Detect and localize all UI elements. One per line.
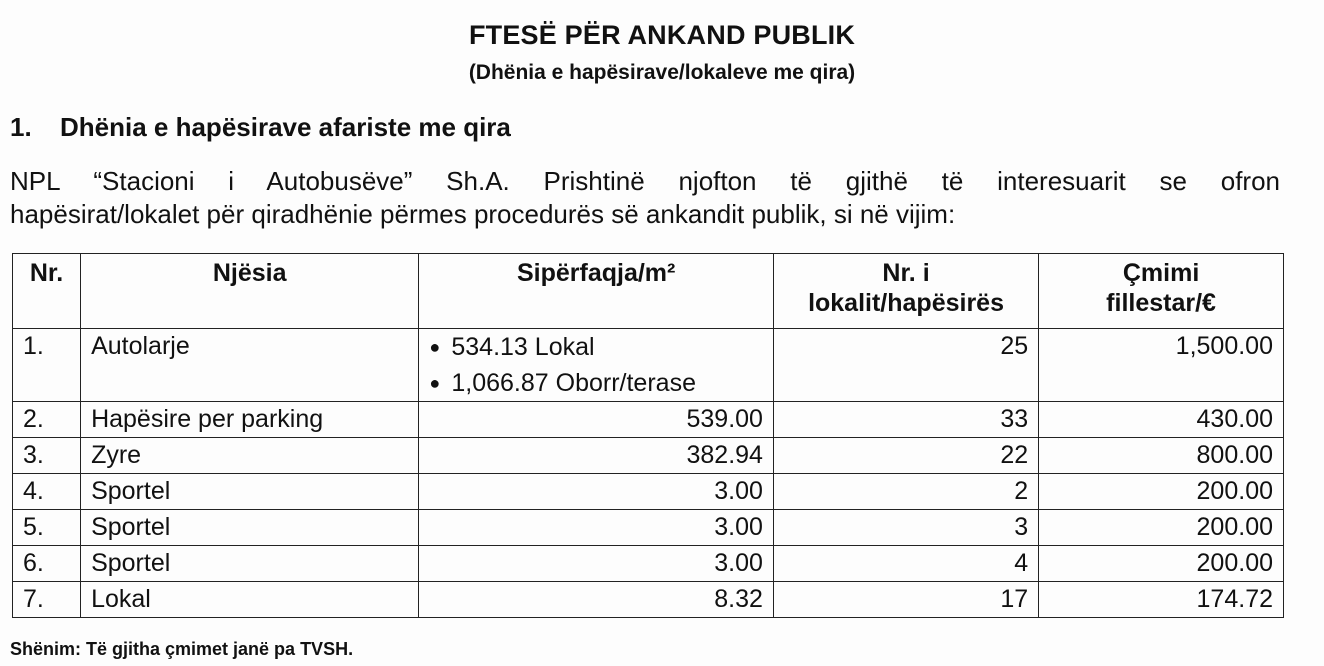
area-list-item-text: 534.13 Lokal (451, 333, 595, 361)
cell-local-number: 25 (773, 329, 1038, 402)
header-price-line-1: Çmimi (1122, 259, 1200, 287)
cell-nr: 6. (13, 546, 81, 582)
cell-area: 8.32 (419, 582, 774, 618)
cell-nr: 1. (13, 329, 81, 402)
header-unit: Njësia (81, 254, 419, 329)
table-row (13, 438, 1284, 474)
cell-price: 430.00 (1039, 402, 1284, 438)
cell-local-number: 33 (773, 402, 1038, 438)
header-nr: Nr. (13, 254, 81, 329)
header-local-line-2: lokalit/hapësirës (808, 289, 1004, 317)
cell-local-number: 22 (773, 438, 1038, 474)
section-heading (10, 112, 511, 143)
table-row (13, 546, 1284, 582)
document-title: FTESË PËR ANKAND PUBLIK (468, 20, 856, 50)
intro-line-1: NPL “Stacioni i Autobusëve” Sh.A. Prishtinë njofton të gjithë të interesuarit se ofron (10, 166, 1280, 196)
cell-unit: Autolarje (81, 329, 419, 402)
intro-paragraph (10, 165, 1280, 231)
cell-price: 800.00 (1039, 438, 1284, 474)
cell-nr: 5. (13, 510, 81, 546)
cell-price: 200.00 (1039, 510, 1284, 546)
cell-nr: 7. (13, 582, 81, 618)
intro-line-2: hapësirat/lokalet për qiradhënie përmes procedurës së ankandit publik, si në vijim: (10, 199, 956, 229)
cell-local-number: 4 (773, 546, 1038, 582)
table-row (13, 510, 1284, 546)
premises-table (12, 253, 1284, 618)
cell-local-number: 2 (773, 474, 1038, 510)
section-number: 1. (10, 112, 32, 142)
table-row (13, 402, 1284, 438)
area-list (429, 329, 763, 401)
cell-price: 1,500.00 (1039, 329, 1284, 402)
cell-area: 539.00 (419, 402, 774, 438)
area-list-item (429, 365, 763, 401)
table-header-row (13, 254, 1284, 329)
section-heading-text: Dhënia e hapësirave afariste me qira (60, 112, 511, 142)
cell-unit: Lokal (81, 582, 419, 618)
cell-unit: Zyre (81, 438, 419, 474)
document-subtitle: (Dhënia e hapësirave/lokaleve me qira) (468, 61, 856, 84)
area-list-item-text: 1,066.87 Oborr/terase (451, 369, 696, 397)
table-row (13, 474, 1284, 510)
cell-unit: Sportel (81, 474, 419, 510)
cell-price: 174.72 (1039, 582, 1284, 618)
cell-nr: 2. (13, 402, 81, 438)
cell-area: 3.00 (419, 474, 774, 510)
table-row (13, 582, 1284, 618)
footnote: Shënim: Të gjitha çmimet janë pa TVSH. (10, 639, 354, 659)
cell-unit: Sportel (81, 546, 419, 582)
header-local-line-1: Nr. i (882, 259, 930, 287)
cell-nr: 3. (13, 438, 81, 474)
cell-local-number: 3 (773, 510, 1038, 546)
header-price-line-2: fillestar/€ (1106, 289, 1216, 317)
cell-unit: Hapësire per parking (81, 402, 419, 438)
cell-nr: 4. (13, 474, 81, 510)
cell-area: 382.94 (419, 438, 774, 474)
table-row (13, 329, 1284, 402)
bullet-icon: ● (429, 373, 441, 393)
cell-price: 200.00 (1039, 474, 1284, 510)
cell-unit: Sportel (81, 510, 419, 546)
header-local-number (773, 254, 1038, 329)
header-area: Sipërfaqja/m² (419, 254, 774, 329)
area-list-item (429, 329, 763, 365)
cell-area (419, 329, 774, 402)
cell-local-number: 17 (773, 582, 1038, 618)
bullet-icon: ● (429, 337, 441, 357)
cell-price: 200.00 (1039, 546, 1284, 582)
header-price (1039, 254, 1284, 329)
cell-area: 3.00 (419, 510, 774, 546)
cell-area: 3.00 (419, 546, 774, 582)
